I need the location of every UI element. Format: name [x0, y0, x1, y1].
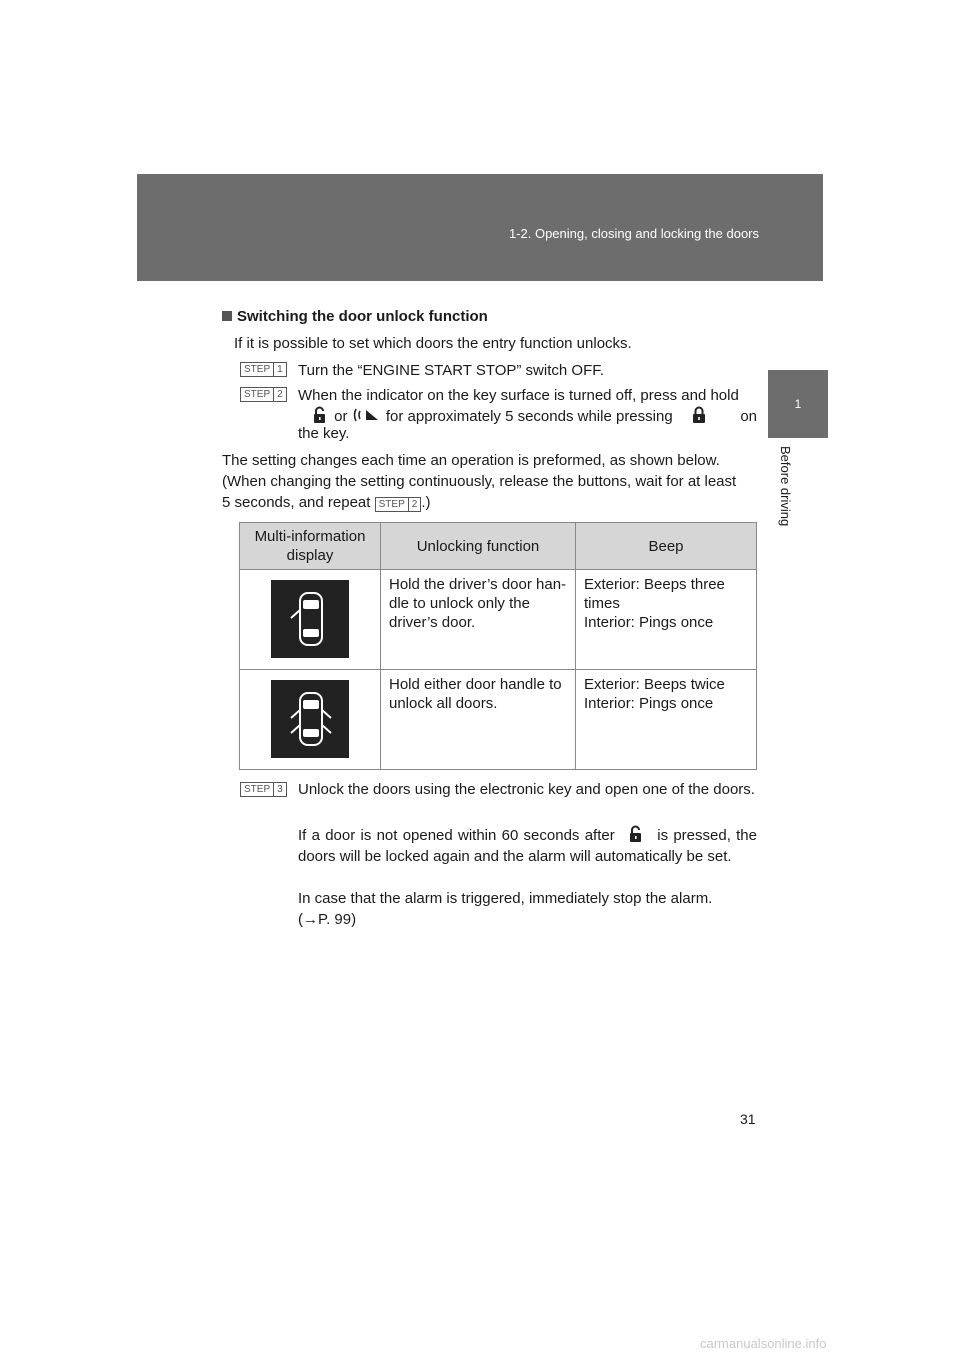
col-header-beep: Beep — [576, 523, 757, 570]
section-heading: Switching the door unlock function — [222, 306, 488, 327]
display-cell — [240, 670, 381, 770]
note-text: If a door is not opened within 60 seconds after is pressed, the doors will be locked again and the alarm will automatically be set. — [298, 827, 757, 865]
unlock-cell: Hold either door handle to unlock all doors. — [381, 670, 576, 770]
watermark: carmanualsonline.info — [700, 1336, 827, 1351]
trunk-open-icon — [352, 406, 382, 424]
unlock-icon — [310, 406, 330, 424]
setting-note-line1: The setting changes each time an operation is preformed, as shown below. — [222, 452, 720, 469]
step2-line2: or for approximately 5 seconds while pressing on — [298, 406, 757, 427]
col-header-display: Multi-information display — [240, 523, 381, 570]
step2-badge: STEP 2 — [240, 387, 287, 402]
section-header-title: 1-2. Opening, closing and locking the doors — [508, 226, 759, 241]
table-row — [240, 670, 757, 770]
step2-on: on — [740, 408, 757, 425]
intro-text: If it is possible to set which doors the entry function unlocks. — [234, 335, 632, 352]
chapter-label: Before driving — [778, 446, 793, 527]
step1-badge: STEP 1 — [240, 362, 287, 377]
page-reference-link[interactable]: (→P. 99) — [298, 911, 357, 928]
step3-badge: STEP 3 — [240, 782, 287, 797]
table-header-row — [240, 523, 757, 570]
step2-ref-badge: STEP 2 — [375, 497, 422, 512]
table-row — [240, 570, 757, 670]
lock-icon — [689, 406, 709, 424]
col-header-unlocking: Unlocking function — [381, 523, 576, 570]
display-cell — [240, 570, 381, 670]
unlock-cell: Hold the driver’s door han-dle to unlock only the driver’s door. — [381, 570, 576, 670]
all-doors-display-icon — [271, 680, 349, 758]
unlock-settings-table — [239, 522, 757, 770]
setting-note-line2: (When changing the setting continuously, release the buttons, wait for at least — [222, 473, 737, 490]
step3-text: Unlock the doors using the electronic key and open one of the doors. — [298, 781, 755, 798]
unlock-icon — [626, 825, 646, 843]
step2-line3: the key. — [298, 425, 350, 442]
step2-line1: When the indicator on the key surface is turned off, press and hold — [298, 387, 739, 404]
setting-note-line3: 5 seconds, and repeat STEP 2 .) — [222, 494, 431, 511]
header-band — [137, 174, 823, 281]
note-alarm: In case that the alarm is triggered, immediately stop the alarm. — [298, 890, 713, 907]
beep-cell: Exterior: Beeps three times Interior: Pings once — [576, 570, 757, 670]
beep-cell: Exterior: Beeps twice Interior: Pings once — [576, 670, 757, 770]
driver-door-display-icon — [271, 580, 349, 658]
chapter-tab: 1 — [768, 370, 828, 438]
step1-text: Turn the “ENGINE START STOP” switch OFF. — [298, 362, 604, 379]
page-number: 31 — [740, 1111, 756, 1127]
